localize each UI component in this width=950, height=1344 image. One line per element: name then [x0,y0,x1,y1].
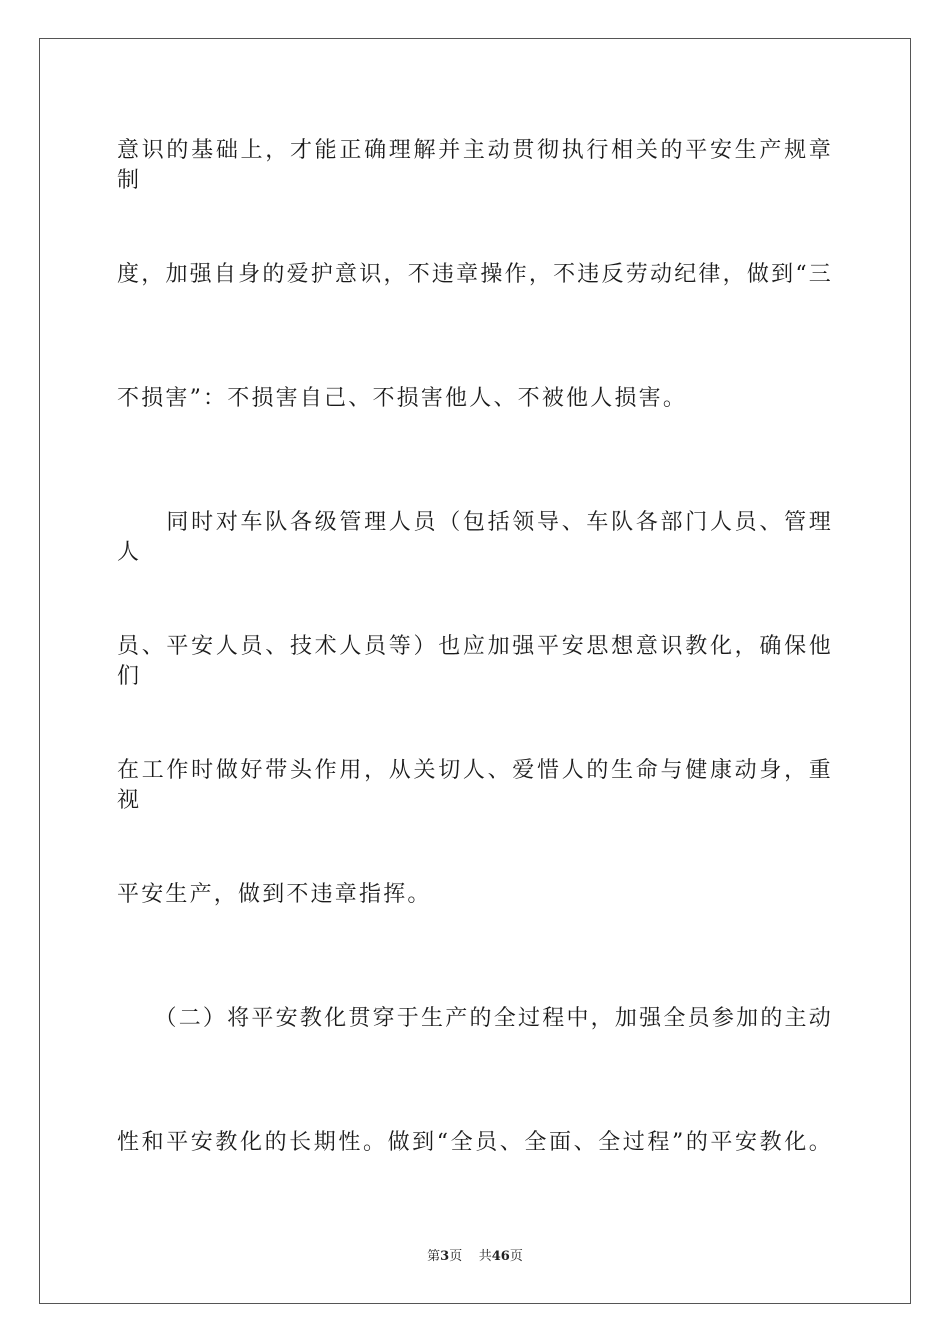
page-suffix: 页 [449,1249,463,1264]
paragraph-line: 员、平安人员、技术人员等）也应加强平安思想意识教化，确保他们 [117,634,833,689]
paragraph-line: 度，加强自身的爱护意识，不违章操作，不违反劳动纪律，做到“三 [117,262,833,287]
paragraph-line: 在工作时做好带头作用，从关切人、爱惜人的生命与健康动身，重视 [117,758,833,813]
page-prefix: 第 [427,1249,441,1264]
page-footer [0,1248,950,1266]
paragraph-line: 平安生产，做到不违章指挥。 [117,882,432,907]
paragraph-line: 不损害”：不损害自己、不损害他人、不被他人损害。 [117,386,688,411]
total-pages: 46 [491,1249,510,1264]
paragraph-line: 同时对车队各级管理人员（包括领导、车队各部门人员、管理人 [117,510,833,565]
total-prefix: 共 [478,1249,492,1264]
paragraph-line: 意识的基础上，才能正确理解并主动贯彻执行相关的平安生产规章制 [117,138,833,193]
total-suffix: 页 [509,1249,523,1264]
paragraph-line: 性和平安教化的长期性。做到“全员、全面、全过程”的平安教化。 [117,1130,833,1155]
page-number: 3 [440,1249,450,1264]
page-border [39,38,911,1304]
paragraph-line: （二）将平安教化贯穿于生产的全过程中，加强全员参加的主动 [117,1006,833,1031]
